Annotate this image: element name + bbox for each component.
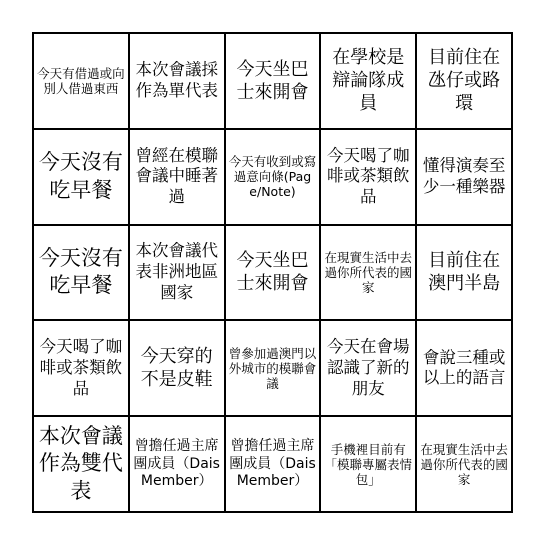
bingo-cell[interactable] (33, 416, 129, 512)
bingo-cell[interactable] (129, 225, 225, 321)
bingo-cell[interactable] (225, 416, 321, 512)
bingo-cell[interactable] (33, 33, 129, 129)
bingo-cell-text: 在學校是辯論隊成員 (332, 47, 405, 115)
bingo-cell-text: 曾擔任過主席團成員（Dais Member） (133, 438, 220, 489)
bingo-cell-text: 曾經在模聯會議中睡著過 (135, 145, 218, 207)
bingo-cell[interactable] (320, 129, 416, 225)
bingo-cell[interactable] (416, 416, 512, 512)
bingo-cell-text: 今天在會場認識了新的朋友 (327, 337, 410, 398)
bingo-cell-text: 今天坐巴士來開會 (236, 58, 309, 103)
bingo-cell[interactable] (225, 320, 321, 416)
bingo-cell-text: 目前住在氹仔或路環 (428, 47, 501, 115)
bingo-cell-text: 目前住在澳門半島 (428, 250, 501, 295)
bingo-cell-text: 在現實生活中去過你所代表的國家 (420, 441, 508, 487)
bingo-cell[interactable] (33, 225, 129, 321)
bingo-cell[interactable] (320, 225, 416, 321)
bingo-cell[interactable] (129, 416, 225, 512)
bingo-cell[interactable] (225, 129, 321, 225)
bingo-cell-text: 本次會議代表非洲地區國家 (135, 241, 218, 302)
bingo-cell[interactable] (416, 225, 512, 321)
bingo-cell-text: 今天喝了咖啡或茶類飲品 (39, 337, 123, 398)
bingo-cell[interactable] (416, 33, 512, 129)
bingo-cell-text: 今天穿的不是皮鞋 (140, 346, 213, 391)
bingo-cell-text: 本次會議作為雙代表 (38, 424, 123, 503)
bingo-cell-text: 懂得演奏至少一種樂器 (422, 155, 506, 196)
bingo-cell-text: 在現實生活中去過你所代表的國家 (324, 249, 413, 295)
bingo-cell-text: 曾參加過澳門以外城市的模聯會議 (228, 345, 317, 391)
bingo-cell[interactable] (225, 225, 321, 321)
bingo-cell[interactable] (129, 129, 225, 225)
bingo-cell[interactable] (129, 320, 225, 416)
bingo-cell[interactable] (320, 320, 416, 416)
bingo-cell[interactable] (225, 33, 321, 129)
bingo-cell-text: 今天坐巴士來開會 (236, 250, 309, 295)
bingo-cell[interactable] (416, 320, 512, 416)
bingo-cell-text: 今天沒有吃早餐 (38, 150, 123, 202)
bingo-cell[interactable] (33, 320, 129, 416)
bingo-cell-text: 今天有借過或向別人借過東西 (37, 65, 125, 96)
bingo-cell-text: 會說三種或以上的語言 (422, 347, 506, 388)
bingo-cell-text: 今天沒有吃早餐 (38, 246, 123, 298)
bingo-cell-text: 手機裡目前有「模聯專屬表情包」 (324, 441, 413, 487)
bingo-cell[interactable] (33, 129, 129, 225)
bingo-cell[interactable] (416, 129, 512, 225)
bingo-cell-text: 本次會議採作為單代表 (135, 60, 218, 100)
bingo-cell-text: 曾擔任過主席團成員（Dais Member） (229, 438, 316, 489)
bingo-cell-text: 今天喝了咖啡或茶類飲品 (327, 145, 410, 207)
bingo-cell-text: 今天有收到或寫過意向條(Page/Note) (228, 154, 317, 200)
bingo-cell[interactable] (320, 33, 416, 129)
bingo-cell[interactable] (320, 416, 416, 512)
bingo-board (32, 32, 513, 513)
bingo-cell[interactable] (129, 33, 225, 129)
